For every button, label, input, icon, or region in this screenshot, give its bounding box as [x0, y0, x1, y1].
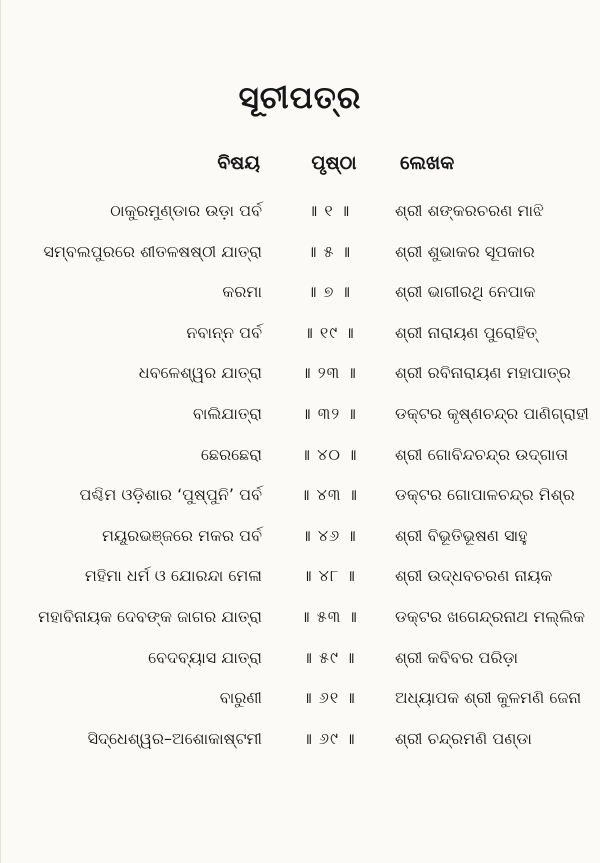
row-subject: ସିଦ୍ଧେଶ୍ୱର–ଅଶୋକାଷ୍ଟମୀ — [87, 728, 262, 748]
contents-row — [0, 281, 600, 322]
row-author: ଶ୍ରୀ ବିଭୂତିଭୂଷଣ ସାହୁ — [395, 525, 528, 545]
contents-row — [0, 322, 600, 363]
row-page: ॥ ୫ ॥ — [306, 241, 352, 261]
row-subject: କରମା — [222, 282, 262, 302]
row-subject: ବାଲିଯାତ୍ରା — [192, 403, 262, 423]
contents-list — [0, 200, 600, 768]
row-author: ଡକ୍ଟର କୃଷ୍ଣଚନ୍ଦ୍ର ପାଣିଗ୍ରାହୀ — [395, 403, 589, 423]
row-page: ॥ ୩୨ ॥ — [301, 403, 357, 423]
row-page: ॥ ୧ ॥ — [307, 201, 351, 220]
row-page: ॥ ୫୩ ॥ — [300, 606, 358, 626]
page-title: ସୂଚୀପତ୍ର — [238, 80, 362, 116]
contents-row — [0, 525, 600, 566]
contents-row — [0, 484, 600, 525]
row-author: ଶ୍ରୀ ଭାଗୀରଥି ନେପାକ — [395, 282, 536, 302]
row-author: ଶ୍ରୀ ଚନ୍ଦ୍ରମଣି ପଣ୍ଡା — [395, 728, 532, 748]
row-page: ॥ ୬୯ ॥ — [302, 728, 356, 748]
row-subject: ମହିମା ଧର୍ମ ଓ ଯୋରନ୍ଦା ମେଳା — [84, 566, 262, 586]
row-subject: ପଶ୍ଚିମ ଓଡ଼ିଶାର ‘ପୁଷ୍ପୁନି’ ପର୍ବ — [79, 485, 262, 505]
row-author: ଡକ୍ଟର ଖଗେନ୍ଦ୍ରନାଥ ମଲ୍ଲିକ — [395, 606, 585, 626]
row-author: ଡକ୍ଟର ଗୋପାଳଚନ୍ଦ୍ର ମିଶ୍ର — [395, 485, 575, 505]
row-author: ଶ୍ରୀ ଉଦ୍ଧବଚରଣ ନାୟକ — [395, 566, 553, 586]
header-author: ଲେଖକ — [400, 152, 455, 174]
row-author: ଶ୍ରୀ କବିବର ପରିଡ଼ା — [395, 647, 519, 667]
contents-row — [0, 728, 600, 769]
row-subject: ମହାବିନାୟକ ଦେବଙ୍କ ଜାଗର ଯାତ୍ରା — [38, 606, 262, 626]
row-page: ॥ ୫୯ ॥ — [302, 647, 356, 667]
row-subject: ମୟୂରଭଞ୍ଜରେ ମକର ପର୍ବ — [101, 525, 262, 545]
contents-row — [0, 200, 600, 241]
row-author: ଶ୍ରୀ ରବିନାରାୟଣ ମହାପାତ୍ର — [395, 363, 571, 383]
row-subject: ନବାନ୍ନ ପର୍ବ — [186, 322, 262, 342]
row-author: ଅଧ୍ୟାପକ ଶ୍ରୀ କୁଳମଣି ଜେନା — [395, 688, 582, 708]
row-subject: ଧବଳେଶ୍ୱର ଯାତ୍ରା — [138, 363, 262, 383]
row-subject: ବେଦବ୍ୟାସ ଯାତ୍ରା — [148, 647, 262, 667]
row-page: ॥ ୭ ॥ — [307, 282, 351, 302]
row-author: ଶ୍ରୀ ଶୁଭାକର ସୂପକାର — [395, 241, 535, 261]
row-subject: ବାରୁଣୀ — [219, 688, 262, 708]
contents-row — [0, 362, 600, 403]
header-subject: ବିଷୟ — [217, 152, 260, 174]
row-author: ଶ୍ରୀ ନାରାୟଣ ପୁରୋହିତ୍ — [395, 322, 538, 342]
row-subject: ଛେରଛେରା — [200, 444, 262, 464]
row-author: ଶ୍ରୀ ଗୋବିନ୍ଦଚନ୍ଦ୍ର ଉଦ୍‌ଗାତା — [395, 444, 569, 464]
row-page: ॥ ୪୮ ॥ — [302, 566, 356, 586]
table-header — [0, 152, 600, 182]
row-author: ଶ୍ରୀ ଶଙ୍କରଚରଣ ମାଝି — [395, 201, 544, 220]
header-page: ପୃଷ୍ଠା — [311, 152, 357, 174]
contents-row — [0, 565, 600, 606]
contents-row — [0, 647, 600, 688]
row-page: ॥ ୪୬ ॥ — [301, 525, 357, 545]
contents-row — [0, 444, 600, 485]
row-page: ॥ ୨୩ ॥ — [301, 363, 357, 383]
row-page: ॥ ୬୧ ॥ — [302, 688, 356, 708]
contents-row — [0, 241, 600, 282]
contents-row — [0, 687, 600, 728]
row-page: ॥ ୪୦ ॥ — [300, 444, 358, 464]
row-subject: ଠାକୁରମୁଣ୍ଡାର ଉଡ଼ା ପର୍ବ — [110, 201, 262, 220]
contents-row — [0, 403, 600, 444]
row-subject: ସମ୍ବଲପୁରରେ ଶୀତଳଷଷ୍ଠୀ ଯାତ୍ରା — [43, 241, 262, 261]
row-page: ॥ ୪୩ ॥ — [300, 485, 358, 505]
contents-row — [0, 606, 600, 647]
row-page: ॥ ୧୯ ॥ — [303, 322, 355, 342]
